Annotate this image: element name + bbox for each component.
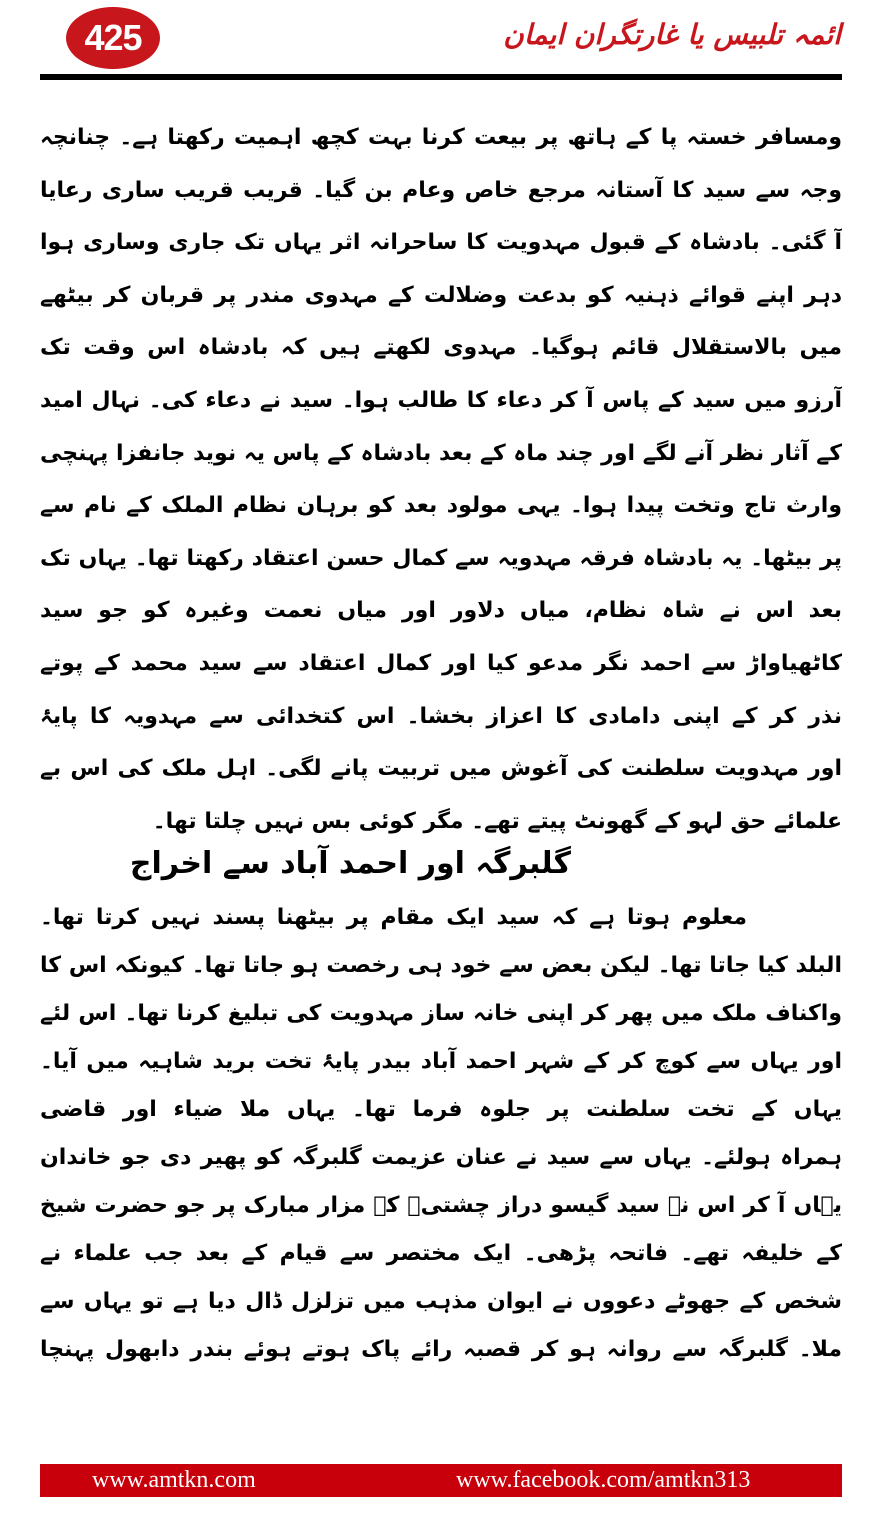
text-line: کاٹھیاواڑ سے احمد نگر مدعو کیا اور کمال اعتقاد سے سید محمد کے پوتے: [40, 651, 842, 676]
text-line: کے خلیفہ تھے۔ فاتحہ پڑھی۔ ایک مختصر سے قیام کے بعد جب علماء نے: [40, 1241, 842, 1266]
text-line: علمائے حق لہو کے گھونٹ پیتے تھے۔ مگر کوئی بس نہیں چلتا تھا۔: [152, 808, 842, 834]
footer-bar: [40, 1464, 842, 1497]
text-line: معلوم ہوتا ہے کہ سید ایک مقام پر بیٹھنا پسند نہیں کرتا تھا۔: [40, 905, 747, 930]
text-line: البلد کیا جاتا تھا۔ لیکن بعض سے خود ہی رخصت ہو جاتا تھا۔ کیونکہ اس کا: [40, 953, 842, 978]
text-line: میں بالاستقلال قائم ہوگیا۔ مہدوی لکھتے ہیں کہ بادشاہ اس وقت تک: [40, 335, 842, 361]
text-line: بعد اس نے شاہ نظام، میاں دلاور اور میاں نعمت وغیرہ کو جو سید: [40, 598, 842, 624]
text-line: کے آثار نظر آنے لگے اور چند ماہ کے بعد بادشاہ کے پاس یہ نوید جانفزا پہنچی: [40, 440, 842, 466]
website-link[interactable]: www.amtkn.com: [92, 1467, 256, 1493]
text-line: ومسافر خستہ پا کے ہاتھ پر بیعت کرنا بہت کچھ اہمیت رکھتا ہے۔ چنانچہ: [40, 125, 842, 150]
section-heading: گلبرگہ اور احمد آباد سے اخراج: [129, 846, 571, 881]
text-line: ملا۔ گلبرگہ سے روانہ ہو کر قصبہ رائے پاک ہوتے ہوئے بندر دابھول پہنچا: [40, 1337, 842, 1362]
text-line: شخص کے جھوٹے دعووں نے ایوان مذہب میں تزلزل ڈال دیا ہے تو یہاں سے: [40, 1289, 842, 1314]
text-line: وارث تاج وتخت پیدا ہوا۔ یہی مولود بعد کو برہان نظام الملک کے نام سے: [40, 493, 842, 519]
text-line: آرزو میں سید کے پاس آ کر دعاء کا طالب ہوا۔ سید نے دعاء کی۔ نہال امید: [40, 388, 842, 413]
text-line: اور مہدویت سلطنت کی آغوش میں تربیت پانے لگی۔ اہل ملک کی اس بے: [40, 756, 842, 782]
text-line: پر بیٹھا۔ یہ بادشاہ فرقہ مہدویہ سے کمال حسن اعتقاد رکھتا تھا۔ یہاں تک: [40, 545, 842, 571]
text-line: یہاں کے تخت سلطنت پر جلوہ فرما تھا۔ یہاں ملا ضیاء اور قاضی: [40, 1097, 842, 1122]
page-number-badge: 425: [66, 7, 160, 69]
book-title: ائمہ تلبیس یا غارتگران ایمان: [503, 18, 841, 51]
text-line: واکناف ملک میں پھر کر اپنی خانہ ساز مہدویت کی تبلیغ کرنا تھا۔ اس لئے: [40, 1001, 842, 1026]
text-line: ہمراہ ہولئے۔ یہاں سے سید نے عنان عزیمت گلبرگہ کو پھیر دی جو خاندان: [40, 1145, 842, 1170]
facebook-link[interactable]: www.facebook.com/amtkn313: [456, 1467, 751, 1493]
text-line: یہاں آ کر اس نے سید گیسو دراز چشتیؒ کے مزار مبارک پر جو حضرت شیخ: [40, 1193, 842, 1218]
text-line: اور یہاں سے کوچ کر کے شہر احمد آباد بیدر پایۂ تخت برید شاہیہ میں آیا۔: [40, 1049, 842, 1074]
text-line: نذر کر کے اپنی دامادی کا اعزاز بخشا۔ اس کتخدائی سے مہدویہ کا پایۂ: [40, 703, 842, 729]
text-line: دہر اپنے قوائے ذہنیہ کو بدعت وضلالت کے مہدوی مندر پر قربان کر بیٹھے: [40, 282, 842, 308]
text-line: آ گئی۔ بادشاہ کے قبول مہدویت کا ساحرانہ اثر یہاں تک جاری وساری ہوا: [40, 230, 842, 256]
header-divider: [40, 74, 842, 80]
text-line: وجہ سے سید کا آستانہ مرجع خاص وعام بن گیا۔ قریب قریب ساری رعایا: [40, 177, 842, 203]
